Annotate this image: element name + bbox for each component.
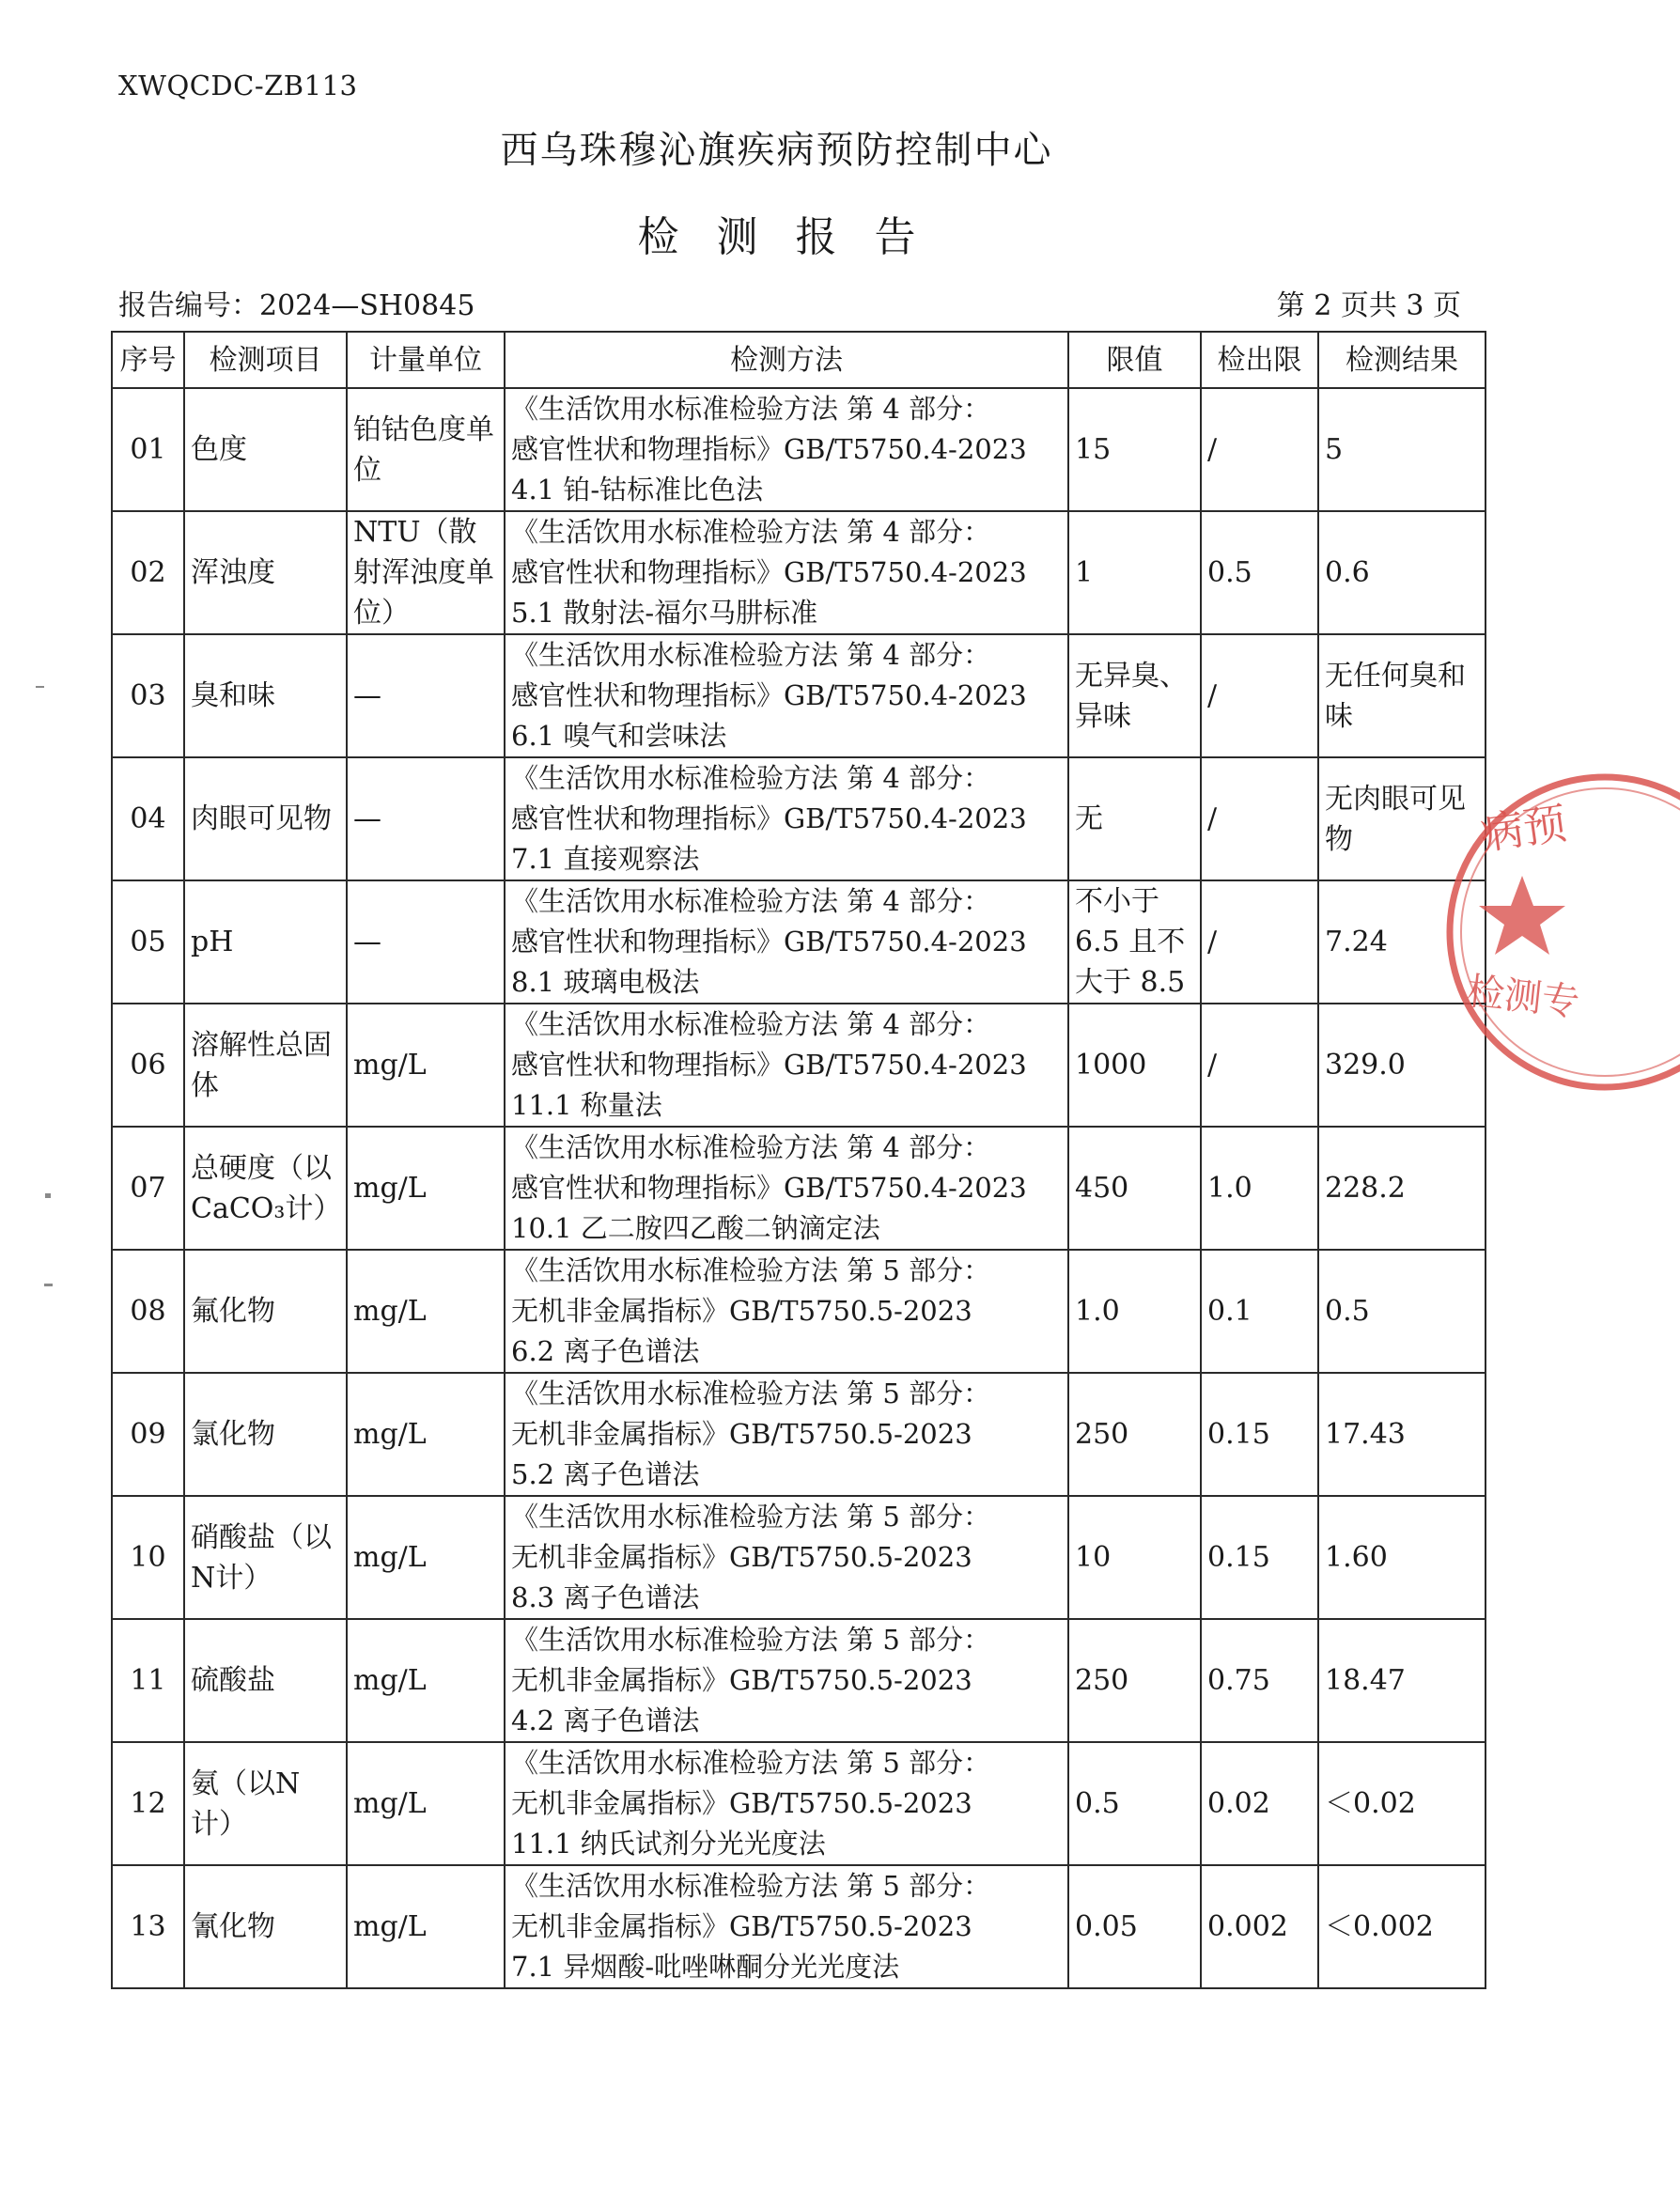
detection-limit: 0.02	[1201, 1742, 1318, 1865]
table-row	[112, 1865, 1486, 1988]
table-row	[112, 511, 1486, 634]
table-row	[112, 388, 1486, 511]
column-header: 检出限	[1201, 332, 1318, 388]
row-number: 01	[112, 388, 184, 511]
detection-limit: 0.75	[1201, 1619, 1318, 1742]
report-title: 检测报告	[637, 213, 954, 261]
table-row	[112, 1496, 1486, 1619]
method-line: 4.1 铂-钴标准比色法	[511, 474, 764, 506]
test-item: 氰化物	[184, 1865, 347, 1988]
method-line: 7.1 异烟酸-吡唑啉酮分光光度法	[511, 1951, 900, 1983]
test-result: 0.6	[1318, 511, 1486, 634]
test-method	[505, 757, 1068, 880]
method-line: 感官性状和物理指标》GB/T5750.4-2023	[511, 433, 1027, 465]
limit-value: 0.05	[1068, 1865, 1201, 1988]
scan-speck	[45, 1193, 51, 1198]
test-result: 0.5	[1318, 1250, 1486, 1373]
star-icon	[1479, 876, 1565, 955]
method-line: 7.1 直接观察法	[511, 843, 700, 875]
test-item: 色度	[184, 388, 347, 511]
test-item: 溶解性总固体	[184, 1004, 347, 1127]
method-line: 《生活饮用水标准检验方法 第 4 部分：	[511, 516, 991, 548]
method-line: 《生活饮用水标准检验方法 第 4 部分：	[511, 1008, 991, 1040]
test-result: 无肉眼可见物	[1318, 757, 1486, 880]
test-method	[505, 1004, 1068, 1127]
test-item: 臭和味	[184, 634, 347, 757]
test-method	[505, 1865, 1068, 1988]
table-row	[112, 757, 1486, 880]
row-number: 09	[112, 1373, 184, 1496]
detection-limit: /	[1201, 757, 1318, 880]
method-line: 感官性状和物理指标》GB/T5750.4-2023	[511, 926, 1027, 957]
method-line: 8.1 玻璃电极法	[511, 966, 700, 998]
test-method	[505, 511, 1068, 634]
test-item: pH	[184, 880, 347, 1004]
limit-value: 不小于6.5 且不大于 8.5	[1068, 880, 1201, 1004]
table-row	[112, 1373, 1486, 1496]
limit-value: 无异臭、异味	[1068, 634, 1201, 757]
method-line: 《生活饮用水标准检验方法 第 4 部分：	[511, 1131, 991, 1163]
method-line: 6.1 嗅气和尝味法	[511, 720, 727, 752]
row-number: 06	[112, 1004, 184, 1127]
detection-limit: /	[1201, 388, 1318, 511]
test-method	[505, 1373, 1068, 1496]
test-item: 肉眼可见物	[184, 757, 347, 880]
method-line: 8.3 离子色谱法	[511, 1581, 700, 1613]
test-method	[505, 1250, 1068, 1373]
method-line: 11.1 纳氏试剂分光光度法	[511, 1828, 826, 1860]
limit-value: 1.0	[1068, 1250, 1201, 1373]
unit: NTU（散射浑浊度单位）	[347, 511, 505, 634]
table-row	[112, 880, 1486, 1004]
detection-limit: 0.15	[1201, 1496, 1318, 1619]
unit: mg/L	[347, 1865, 505, 1988]
method-line: 《生活饮用水标准检验方法 第 5 部分：	[511, 1501, 991, 1533]
method-line: 《生活饮用水标准检验方法 第 4 部分：	[511, 393, 991, 425]
test-item: 浑浊度	[184, 511, 347, 634]
test-method	[505, 1742, 1068, 1865]
test-result: 无任何臭和味	[1318, 634, 1486, 757]
method-line: 感官性状和物理指标》GB/T5750.4-2023	[511, 556, 1027, 588]
test-item: 总硬度（以CaCO₃计）	[184, 1127, 347, 1250]
column-header: 计量单位	[347, 332, 505, 388]
row-number: 03	[112, 634, 184, 757]
unit: mg/L	[347, 1373, 505, 1496]
method-line: 《生活饮用水标准检验方法 第 5 部分：	[511, 1254, 991, 1286]
test-item: 硫酸盐	[184, 1619, 347, 1742]
method-line: 《生活饮用水标准检验方法 第 5 部分：	[511, 1870, 991, 1902]
method-line: 感官性状和物理指标》GB/T5750.4-2023	[511, 802, 1027, 834]
unit: mg/L	[347, 1004, 505, 1127]
test-result: ＜0.002	[1318, 1865, 1486, 1988]
table-body	[112, 388, 1486, 1988]
table-row	[112, 1250, 1486, 1373]
test-result: 17.43	[1318, 1373, 1486, 1496]
method-line: 4.2 离子色谱法	[511, 1705, 700, 1736]
method-line: 无机非金属指标》GB/T5750.5-2023	[511, 1418, 972, 1450]
method-line: 无机非金属指标》GB/T5750.5-2023	[511, 1295, 972, 1327]
test-result: 228.2	[1318, 1127, 1486, 1250]
row-number: 05	[112, 880, 184, 1004]
org-title: 西乌珠穆沁旗疾病预防控制中心	[500, 129, 1053, 172]
row-number: 08	[112, 1250, 184, 1373]
test-method	[505, 388, 1068, 511]
method-line: 10.1 乙二胺四乙酸二钠滴定法	[511, 1212, 880, 1244]
test-result: ＜0.02	[1318, 1742, 1486, 1865]
table-header-row	[112, 332, 1486, 388]
test-result: 5	[1318, 388, 1486, 511]
test-method	[505, 634, 1068, 757]
method-line: 《生活饮用水标准检验方法 第 5 部分：	[511, 1378, 991, 1409]
report-number: 报告编号：2024—SH0845	[118, 289, 475, 322]
column-header: 检测结果	[1318, 332, 1486, 388]
limit-value: 无	[1068, 757, 1201, 880]
method-line: 感官性状和物理指标》GB/T5750.4-2023	[511, 679, 1027, 711]
row-number: 11	[112, 1619, 184, 1742]
unit: mg/L	[347, 1742, 505, 1865]
method-line: 《生活饮用水标准检验方法 第 5 部分：	[511, 1747, 991, 1779]
table-row	[112, 634, 1486, 757]
limit-value: 250	[1068, 1373, 1201, 1496]
limit-value: 250	[1068, 1619, 1201, 1742]
test-result: 7.24	[1318, 880, 1486, 1004]
column-header: 限值	[1068, 332, 1201, 388]
unit: mg/L	[347, 1250, 505, 1373]
column-header: 序号	[112, 332, 184, 388]
stamp-text-bottom: 检测专	[1464, 970, 1582, 1025]
column-header: 检测项目	[184, 332, 347, 388]
method-line: 《生活饮用水标准检验方法 第 4 部分：	[511, 762, 991, 794]
method-line: 感官性状和物理指标》GB/T5750.4-2023	[511, 1049, 1027, 1081]
table-row	[112, 1127, 1486, 1250]
limit-value: 450	[1068, 1127, 1201, 1250]
detection-limit: /	[1201, 634, 1318, 757]
unit: mg/L	[347, 1619, 505, 1742]
detection-limit: 0.002	[1201, 1865, 1318, 1988]
limit-value: 10	[1068, 1496, 1201, 1619]
scan-speck	[36, 686, 44, 688]
detection-limit: 0.1	[1201, 1250, 1318, 1373]
test-result: 1.60	[1318, 1496, 1486, 1619]
limit-value: 1000	[1068, 1004, 1201, 1127]
row-number: 13	[112, 1865, 184, 1988]
test-method	[505, 1619, 1068, 1742]
scan-speck	[44, 1284, 53, 1286]
test-item: 氟化物	[184, 1250, 347, 1373]
test-item: 氯化物	[184, 1373, 347, 1496]
limit-value: 15	[1068, 388, 1201, 511]
unit: —	[347, 757, 505, 880]
table-row	[112, 1004, 1486, 1127]
test-method	[505, 1127, 1068, 1250]
test-method	[505, 880, 1068, 1004]
page-info: 第 2 页共 3 页	[1276, 289, 1461, 322]
detection-limit: 0.15	[1201, 1373, 1318, 1496]
detection-limit: /	[1201, 880, 1318, 1004]
method-line: 无机非金属指标》GB/T5750.5-2023	[511, 1664, 972, 1696]
method-line: 《生活饮用水标准检验方法 第 4 部分：	[511, 639, 991, 671]
method-line: 无机非金属指标》GB/T5750.5-2023	[511, 1541, 972, 1573]
detection-limit: 1.0	[1201, 1127, 1318, 1250]
unit: —	[347, 634, 505, 757]
row-number: 04	[112, 757, 184, 880]
method-line: 无机非金属指标》GB/T5750.5-2023	[511, 1787, 972, 1819]
table-row	[112, 1742, 1486, 1865]
unit: —	[347, 880, 505, 1004]
method-line: 感官性状和物理指标》GB/T5750.4-2023	[511, 1172, 1027, 1204]
test-item: 硝酸盐（以N计）	[184, 1496, 347, 1619]
test-result: 329.0	[1318, 1004, 1486, 1127]
row-number: 12	[112, 1742, 184, 1865]
doc-code: XWQCDC-ZB113	[118, 70, 358, 101]
method-line: 《生活饮用水标准检验方法 第 5 部分：	[511, 1624, 991, 1656]
row-number: 10	[112, 1496, 184, 1619]
table-row	[112, 1619, 1486, 1742]
method-line: 《生活饮用水标准检验方法 第 4 部分：	[511, 885, 991, 917]
row-number: 07	[112, 1127, 184, 1250]
stamp-text-top: 病预	[1477, 797, 1570, 860]
method-line: 6.2 离子色谱法	[511, 1335, 700, 1367]
unit: mg/L	[347, 1127, 505, 1250]
column-header: 检测方法	[505, 332, 1068, 388]
method-line: 5.2 离子色谱法	[511, 1458, 700, 1490]
test-result: 18.47	[1318, 1619, 1486, 1742]
method-line: 5.1 散射法-福尔马肼标准	[511, 597, 818, 629]
limit-value: 0.5	[1068, 1742, 1201, 1865]
method-line: 无机非金属指标》GB/T5750.5-2023	[511, 1910, 972, 1942]
limit-value: 1	[1068, 511, 1201, 634]
test-item: 氨（以N计）	[184, 1742, 347, 1865]
results-table	[111, 331, 1486, 1989]
test-method	[505, 1496, 1068, 1619]
method-line: 11.1 称量法	[511, 1089, 662, 1121]
row-number: 02	[112, 511, 184, 634]
detection-limit: /	[1201, 1004, 1318, 1127]
detection-limit: 0.5	[1201, 511, 1318, 634]
unit: mg/L	[347, 1496, 505, 1619]
unit: 铂钴色度单位	[347, 388, 505, 511]
